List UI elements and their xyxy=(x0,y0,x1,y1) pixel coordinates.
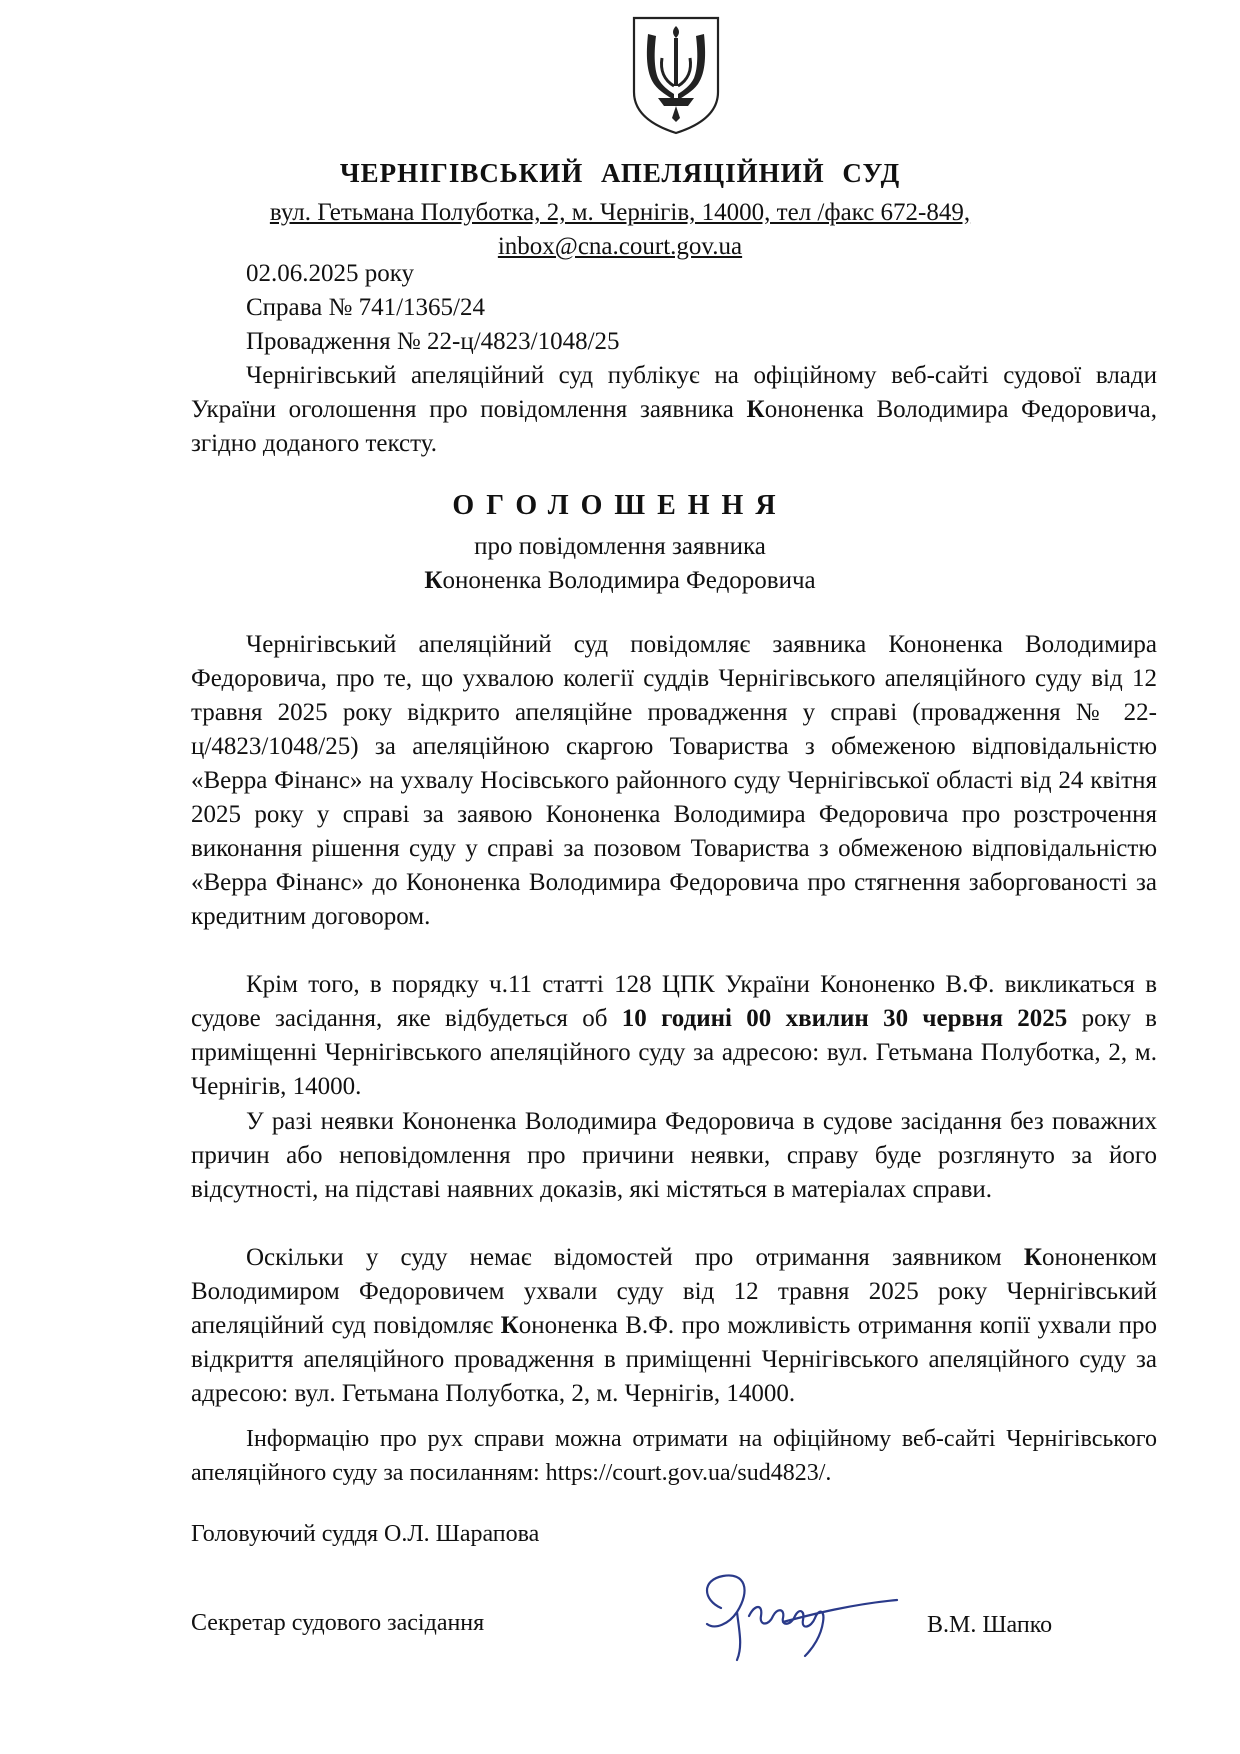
intro-text-b: ононенка Володимира Федоровича, згідно доданого тексту. xyxy=(191,396,1157,457)
presiding-judge: Головуючий суддя О.Л. Шарапова xyxy=(191,1521,540,1547)
body-paragraph-1: Чернігівський апеляційний суд повідомляє заявника Кононенка Володимира Федоровича, про те, що ухвалою колегії суддів Чернігівського апеляційного суду від 12 травня 2025 року відкрито апеляційне провадження у справі (провадження № 22-ц/4823/1048/25) за апеляційною скаргою Товариства з обмеженою відповідальністю «Верра Фінанс» на ухвалу Носівського районного суду Чернігівської області від 24 квітня 2025 року у справі за заявою Кононенка Володимира Федоровича про розстрочення виконання рішення суду у справі за позовом Товариства з обмеженою відповідальністю «Верра Фінанс» до Кононенка Володимира Федоровича про стягнення заборгованості за кредитним договором. xyxy=(191,631,1157,930)
court-email: inbox@cna.court.gov.ua xyxy=(497,232,743,260)
p2-text-a: Крім того, в порядку ч.11 статті 128 ЦПК України Кононенко В.Ф. викликаться в судове засідання, яке відбудеться об xyxy=(191,971,1157,1032)
court-address xyxy=(0,196,1240,263)
secretary-name: В.М. Шапко xyxy=(927,1612,1053,1638)
case-number: Справа № 741/1365/24 xyxy=(246,294,485,321)
intro-text-a: Чернігівський апеляційний суд публікує на офіційному веб-сайті судової влади України оголошення про повідомлення заявника xyxy=(191,362,1157,423)
body-paragraph-2 xyxy=(191,968,1157,1104)
court-address-line: вул. Гетьмана Полуботка, 2, м. Чернігів, 14000, тел /факс 672-849, xyxy=(269,199,971,226)
document-date: 02.06.2025 року xyxy=(246,260,415,287)
coat-of-arms-icon xyxy=(628,14,724,136)
subtitle-bold-letter: К xyxy=(424,567,443,594)
body-paragraph-4 xyxy=(191,1241,1157,1411)
case-meta xyxy=(246,257,620,359)
intro-bold-letter: К xyxy=(746,396,765,423)
p4-text-b: ононенком Володимиром Федоровичем ухвали суду від 12 травня 2025 року Чернігівський апеляційний суд повідомляє xyxy=(191,1244,1157,1339)
p4-text-c: ононенка В.Ф. про можливість отримання копії ухвали про відкриття апеляційного провадження в приміщенні Чернігівського апеляційного суду за адресою: вул. Гетьмана Полуботка, 2, м. Чернігів, 14000. xyxy=(191,1312,1157,1407)
announcement-subtitle-line1: про повідомлення заявника xyxy=(474,533,766,560)
p4-bold-letter-1: К xyxy=(1023,1244,1043,1271)
p2-text-b: року в приміщенні Чернігівського апеляційного суду за адресою: вул. Гетьмана Полуботка, 2, м. Чернігів, 14000. xyxy=(191,1005,1157,1100)
secretary-label: Секретар судового засідання xyxy=(191,1610,485,1636)
subtitle-rest: ононенка Володимира Федоровича xyxy=(442,567,816,594)
p4-bold-letter-2: К xyxy=(500,1312,519,1339)
announcement-title: ОГОЛОШЕННЯ xyxy=(452,490,788,521)
court-name: ЧЕРНІГІВСЬКИЙ АПЕЛЯЦІЙНИЙ СУД xyxy=(339,158,901,188)
p4-text-a: Оскільки у суду немає відомостей про отримання заявником xyxy=(246,1244,1024,1271)
announcement-subtitle xyxy=(0,530,1240,598)
body-paragraph-3: У разі неявки Кононенка Володимира Федоровича в судове засідання без поважних причин або неповідомлення про причини неявки, справу буде розглянуто за його відсутності, на підставі наявних доказів, які містяться в матеріалах справи. xyxy=(191,1108,1157,1203)
hearing-datetime: 10 годині 00 хвилин 30 червня 2025 xyxy=(621,1005,1068,1032)
announcement-subtitle-line2 xyxy=(0,564,1240,598)
handwritten-signature xyxy=(693,1560,903,1680)
proceeding-number: Провадження № 22-ц/4823/1048/25 xyxy=(246,328,620,355)
body-paragraph-5: Інформацію про рух справи можна отримати на офіційному веб-сайті Чернігівського апеляційного суду за посиланням: https://court.gov.ua/sud4823/. xyxy=(191,1426,1157,1486)
intro-paragraph xyxy=(191,359,1157,461)
